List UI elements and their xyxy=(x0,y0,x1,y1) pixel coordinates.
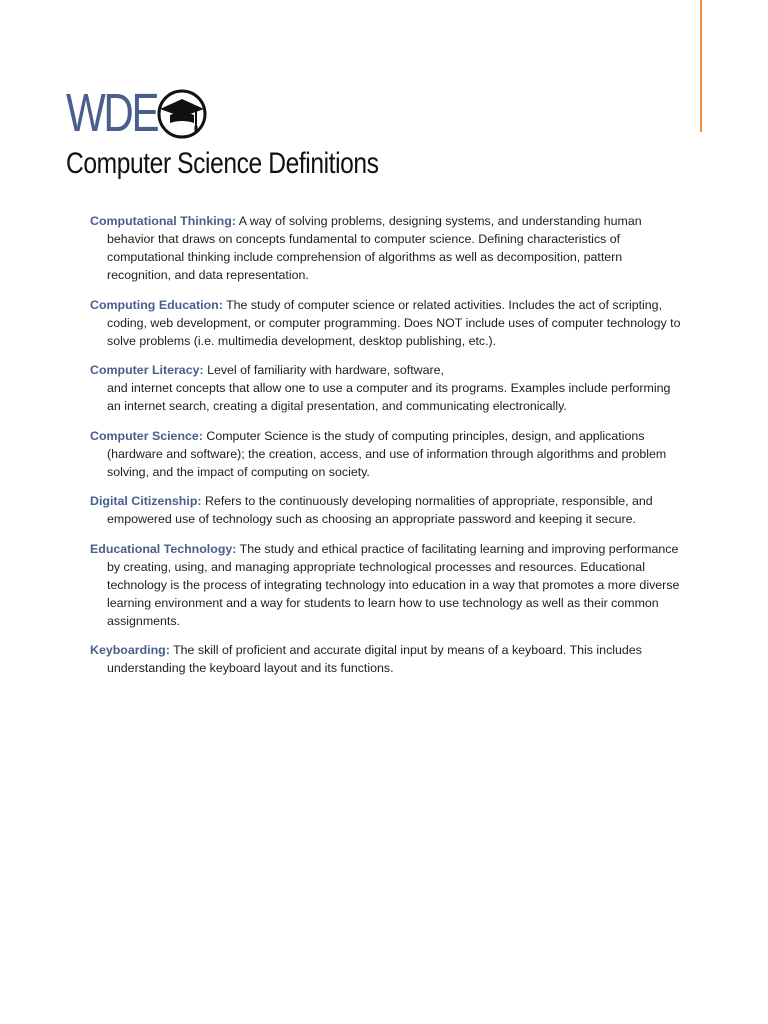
definition-digital-citizenship xyxy=(90,492,682,528)
definition-text: The study and ethical practice of facilitating learning and improving performance by creating, using, and managing appropriate technological processes and resources. Educational technology is the process of integrating technology into education in a way that promotes a more diverse learning environment and a way for students to learn how to use technology as well as their common assignments. xyxy=(107,541,680,628)
definition-text-continued: and internet concepts that allow one to use a computer and its programs. Examples include performing an internet search, creating a digital presentation, and communicating electronically. xyxy=(107,381,671,413)
definition-text: Level of familiarity with hardware, software, xyxy=(207,363,444,377)
wde-logo xyxy=(66,84,208,142)
definition-term: Keyboarding: xyxy=(90,643,170,657)
graduation-cap-icon xyxy=(156,88,208,140)
definition-educational-technology xyxy=(90,540,682,630)
definition-text: The skill of proficient and accurate digital input by means of a keyboard. This includes understanding the keyboard layout and its functions. xyxy=(107,643,642,675)
definition-keyboarding xyxy=(90,641,682,677)
definition-term: Computer Literacy: xyxy=(90,363,204,377)
definition-computer-literacy xyxy=(90,361,682,415)
accent-rule xyxy=(700,0,702,132)
definition-computer-science xyxy=(90,427,682,481)
definition-text: The study of computer science or related activities. Includes the act of scripting, coding, web development, or computer programming. Does NOT include uses of computer technology to solve problems (i.e. multimedia development, desktop publishing, etc.). xyxy=(107,297,681,348)
definition-term: Digital Citizenship: xyxy=(90,494,202,508)
page-title: Computer Science Definitions xyxy=(66,147,379,180)
definition-term: Computer Science: xyxy=(90,428,203,443)
definition-computing-education xyxy=(90,296,682,350)
definition-text: A way of solving problems, designing systems, and understanding human behavior that draws on concepts fundamental to computer science. Defining characteristics of computational thinking include comprehension of algorithms as well as decomposition, pattern recognition, and data representation. xyxy=(107,214,642,282)
definition-text: Computer Science is the study of computing principles, design, and applications (hardware and software); the creation, access, and use of information through algorithms and problem solving, and the impact of computing on society. xyxy=(107,428,667,479)
definition-computational-thinking xyxy=(90,212,682,284)
definition-term: Computational Thinking: xyxy=(90,214,236,228)
definition-term: Computing Education: xyxy=(90,297,223,312)
definition-term: Educational Technology: xyxy=(90,541,237,556)
definitions-list xyxy=(90,212,682,689)
logo-text: WDE xyxy=(66,83,158,143)
definition-text: Refers to the continuously developing normalities of appropriate, responsible, and empowered use of technology such as choosing an appropriate password and keeping it secure. xyxy=(107,494,653,526)
